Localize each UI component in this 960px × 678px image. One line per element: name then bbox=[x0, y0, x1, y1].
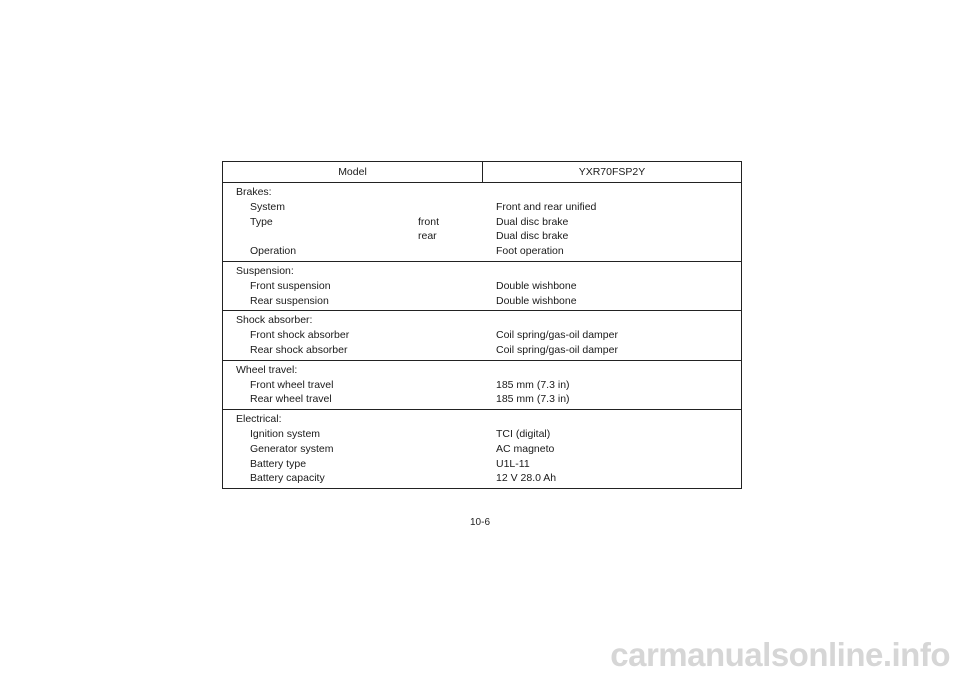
spec-value: U1L-11 bbox=[496, 457, 530, 470]
spec-section bbox=[223, 410, 741, 488]
spec-section bbox=[223, 262, 741, 311]
spec-value: 185 mm (7.3 in) bbox=[496, 378, 570, 391]
spec-label: Rear shock absorber bbox=[250, 343, 348, 356]
spec-section bbox=[223, 183, 741, 262]
spec-value: Double wishbone bbox=[496, 279, 577, 292]
spec-row bbox=[223, 244, 741, 259]
section-title: Wheel travel: bbox=[236, 363, 298, 376]
spec-sections bbox=[223, 183, 741, 488]
spec-sublabel: rear bbox=[418, 230, 437, 243]
model-label: Model bbox=[223, 162, 483, 182]
spec-value: Coil spring/gas-oil damper bbox=[496, 343, 618, 356]
spec-row bbox=[223, 215, 741, 230]
spec-row bbox=[223, 294, 741, 309]
section-title: Shock absorber: bbox=[236, 314, 313, 327]
section-title-line bbox=[223, 412, 741, 427]
spec-label: Operation bbox=[250, 245, 297, 258]
spec-row bbox=[223, 200, 741, 215]
spec-value: TCI (digital) bbox=[496, 427, 551, 440]
spec-row bbox=[223, 279, 741, 294]
spec-label: Generator system bbox=[250, 442, 334, 455]
spec-value: Coil spring/gas-oil damper bbox=[496, 329, 618, 342]
table-header-row bbox=[223, 162, 741, 183]
spec-row bbox=[223, 229, 741, 244]
section-title-line bbox=[223, 185, 741, 200]
model-value: YXR70FSP2Y bbox=[578, 166, 646, 178]
spec-label: System bbox=[250, 200, 286, 213]
spec-value: Foot operation bbox=[496, 245, 564, 258]
spec-row bbox=[223, 457, 741, 472]
spec-section bbox=[223, 311, 741, 360]
section-title: Brakes: bbox=[236, 186, 272, 198]
spec-section bbox=[223, 361, 741, 410]
spec-row bbox=[223, 392, 741, 407]
spec-row bbox=[223, 471, 741, 486]
spec-row bbox=[223, 343, 741, 358]
spec-label: Battery capacity bbox=[250, 472, 325, 485]
page-number: 10-6 bbox=[469, 517, 490, 528]
spec-row bbox=[223, 427, 741, 442]
spec-row bbox=[223, 442, 741, 457]
spec-label: Type bbox=[250, 215, 273, 228]
spec-label: Ignition system bbox=[250, 427, 321, 440]
spec-table bbox=[222, 161, 742, 489]
section-title: Electrical: bbox=[236, 413, 282, 426]
spec-label: Front wheel travel bbox=[250, 378, 334, 391]
spec-value: Dual disc brake bbox=[496, 230, 569, 243]
spec-value: Front and rear unified bbox=[496, 200, 597, 213]
section-title-line bbox=[223, 264, 741, 279]
watermark-text: carmanualsonline.info bbox=[610, 636, 950, 673]
spec-label: Front suspension bbox=[250, 279, 331, 292]
spec-label: Rear suspension bbox=[250, 294, 329, 307]
spec-label: Front shock absorber bbox=[250, 329, 350, 342]
spec-sublabel: front bbox=[418, 215, 440, 228]
spec-label: Battery type bbox=[250, 457, 307, 470]
section-title-line bbox=[223, 363, 741, 378]
spec-row bbox=[223, 378, 741, 393]
spec-value: 185 mm (7.3 in) bbox=[496, 393, 570, 406]
section-title-line bbox=[223, 313, 741, 328]
spec-row bbox=[223, 328, 741, 343]
spec-value: 12 V 28.0 Ah bbox=[496, 472, 557, 485]
spec-value: Double wishbone bbox=[496, 294, 577, 307]
spec-value: Dual disc brake bbox=[496, 215, 569, 228]
spec-label: Rear wheel travel bbox=[250, 393, 332, 406]
section-title: Suspension: bbox=[236, 264, 294, 277]
spec-value: AC magneto bbox=[496, 442, 555, 455]
